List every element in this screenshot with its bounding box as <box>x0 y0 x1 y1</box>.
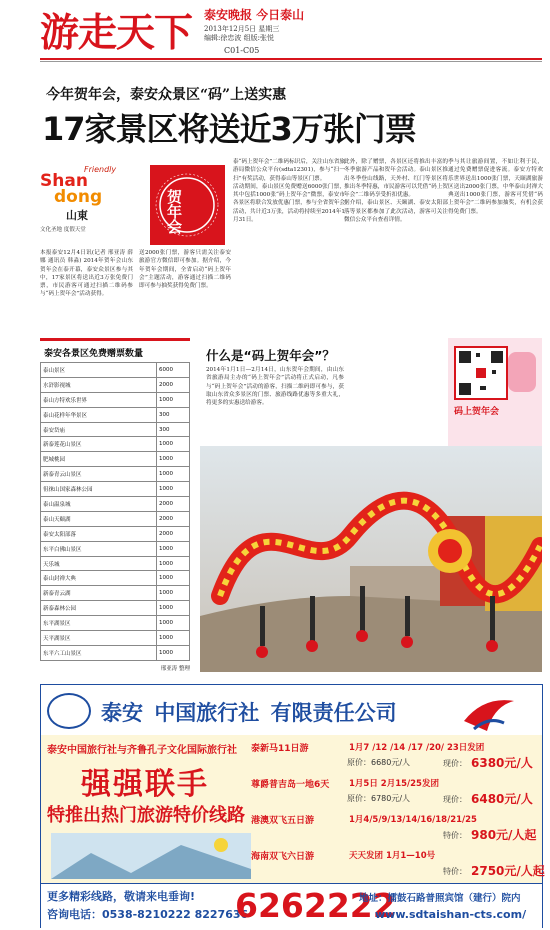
route-name: 泰新马11日游 <box>251 744 309 754</box>
qr-label: 码上贺年会 <box>454 407 500 417</box>
route-dates: 1月7 /12 /14 /17 /20/ 23日发团 <box>349 743 485 753</box>
table-row <box>41 407 190 422</box>
article-text: 泰“码上贺年会”二维码标识后，关注山东省旅游局微信公众平台(sdta12301)，参与“扫一扫”有奖活动，获得泰山等景区门票。 活动期间，泰山景区免费赠送6000张门票，其中包括1000张“码上贺年会”微票，泰安市各景区将联合发放优惠门票，参与全省贺年会活动，共计近3万张，活动将持续至2014年1月31日。 <box>233 159 345 224</box>
scenic-name: 泰山天颐湖 <box>41 511 157 526</box>
table-top-rule <box>40 338 190 341</box>
scenic-name: 新泰森林公园 <box>41 601 157 616</box>
mascot-icon <box>508 352 536 392</box>
scenic-name: 泰山方特欢乐世界 <box>41 392 157 407</box>
scenic-name: 新泰莲花山景区 <box>41 437 157 452</box>
route-now-price: 2750元/人起 <box>471 864 545 878</box>
ticket-count: 1000 <box>157 616 190 631</box>
route-dates: 1月5日 2月15/25发团 <box>349 779 439 789</box>
ticket-count: 1000 <box>157 556 190 571</box>
route-dates: 天天发团 1月1—10号 <box>349 851 436 861</box>
date-block <box>204 25 279 43</box>
article-col-1 <box>40 249 133 333</box>
route-name: 尊爵普吉岛一地6天 <box>251 780 330 790</box>
table-row <box>41 645 190 660</box>
scenic-name: 天乐城 <box>41 556 157 571</box>
subheadline: 今年贺年会，泰安众景区“码”上送实惠 <box>46 87 287 103</box>
route-now-label: 现价： <box>443 795 467 804</box>
qa-text: 2014年1月1日—2月14日，山东贺年会期间，由山东省旅游局主办的“码上贺年会”活动将正式启动，凡参与“码上贺年会”活动的游客，扫描二维码即可参与，获取山东省众多景区的门票、旅游线路优惠等多重大礼，将更多的实惠送给游客。 <box>206 367 344 407</box>
ticket-count: 1000 <box>157 392 190 407</box>
table-row <box>41 363 190 378</box>
table-row <box>41 571 190 586</box>
ad-header <box>41 685 542 735</box>
table-row <box>41 482 190 497</box>
photo-illustration <box>200 446 542 672</box>
article-col-2 <box>139 249 231 333</box>
route-now-label: 特价： <box>443 867 467 876</box>
route-item <box>251 845 545 881</box>
table-row <box>41 586 190 601</box>
scenic-name: 泰安岱庙 <box>41 422 157 437</box>
dragon-dance-photo <box>200 446 542 672</box>
swallow-logo-icon <box>459 691 519 735</box>
cts-logo-icon <box>47 693 91 729</box>
ticket-count: 300 <box>157 422 190 437</box>
ticket-count: 1000 <box>157 541 190 556</box>
ad-slogan: 强强联手 <box>81 767 209 802</box>
ad-website[interactable]: www.sdtaishan-cts.com/ <box>375 908 527 921</box>
scenic-name: 泰山景区 <box>41 363 157 378</box>
scenic-name: 新泰青云湖 <box>41 586 157 601</box>
table-row <box>41 556 190 571</box>
table-row <box>41 377 190 392</box>
badge-text: 贺年会 <box>165 189 183 234</box>
ticket-count: 2000 <box>157 511 190 526</box>
footer-line-2: 咨询电话：0538-8210222 8227636 <box>47 908 249 921</box>
table-credit: 邢亚涛 整理 <box>160 665 190 672</box>
scenic-name: 东平六工山景区 <box>41 645 157 660</box>
ticket-count: 1000 <box>157 586 190 601</box>
scenic-name: 东平白佛山景区 <box>41 541 157 556</box>
ticket-count: 1000 <box>157 437 190 452</box>
table-row <box>41 422 190 437</box>
ad-footer <box>41 883 542 928</box>
route-item <box>251 737 541 773</box>
route-now-label: 特价： <box>443 831 467 840</box>
company-brand: 中国旅行社 <box>154 700 260 725</box>
table-title: 泰安各景区免费赠票数量 <box>44 349 144 359</box>
shandong-wordmark: Shan dong <box>40 171 103 207</box>
ticket-count: 1000 <box>157 601 190 616</box>
article-text: 此外，除了赠票，各景区还将推出丰富的冬季旅游产品和贺年会活动。泰山景区推出冬季登山线路，天外村、红门等景区将推出冬季特惠，市民游客可以凭借“码上贺年会”二维码享受折扣优惠。 据介绍，泰山景区、天颐湖、泰安太阳部落等景区都参加了此次活动，游客可关注微信公众平台查看详情。 <box>344 159 448 224</box>
paper-name: 泰安晚报 今日泰山 <box>204 8 305 22</box>
route-now-price: 6380元/人 <box>471 756 533 770</box>
ticket-count: 2000 <box>157 377 190 392</box>
editor-line: 编辑:徐忠波 组版:张悦 <box>204 34 274 42</box>
ticket-count: 1000 <box>157 482 190 497</box>
qa-text-1 <box>206 366 344 450</box>
ticket-count: 1000 <box>157 645 190 660</box>
shandong-cn: 山東 <box>66 209 88 222</box>
ticket-table <box>40 362 190 661</box>
ticket-count: 1000 <box>157 631 190 646</box>
route-item <box>251 773 541 809</box>
header-rule-thin <box>40 61 542 62</box>
ad-company <box>101 697 397 727</box>
route-orig-price: 原价：6680元/人 <box>347 758 411 767</box>
route-orig-price: 原价：6780元/人 <box>347 794 411 803</box>
free-ticket-table <box>40 338 200 672</box>
scenic-name: 泰山封禅大典 <box>41 571 157 586</box>
ticket-count: 1000 <box>157 452 190 467</box>
table-row <box>41 467 190 482</box>
table-row <box>41 526 190 541</box>
ticket-count: 1000 <box>157 571 190 586</box>
article-text: 本报泰安12月4日讯(记者 邢亚涛 薛娜 通讯员 韩淼) 2014年贺年会山东贺年会在泰开幕，泰安众景区参与其中，17家景区将送出近3万张免费门票，市民游客可通过扫描二维码参与“码上贺年会”活动获得。 <box>40 250 133 298</box>
route-dates: 1月4/5/9/13/14/16/18/21/25 <box>349 815 477 825</box>
table-row <box>41 541 190 556</box>
table-row <box>41 601 190 616</box>
scenic-name: 新泰青云山景区 <box>41 467 157 482</box>
headline: 17家景区将送近3万张门票 <box>42 110 416 148</box>
travel-agency-ad <box>40 684 543 928</box>
ad-slogan-2: 特推出热门旅游特价线路 <box>47 805 245 826</box>
header-rule <box>40 58 542 60</box>
footer-line-1: 更多精彩线路，敬请来电垂询! <box>47 890 196 903</box>
article-text: 季与其让旅游间置，不如让利于民，通过免费赠票促进客流。泰安方特欢乐世界送出1000张门票，天颐湖旅游区送出2000张门票，中华泰山封禅大典送出1000张门票，游客可凭借“码上贺年会”二维码参加抽奖，有机会获得免费门票。 <box>448 159 543 215</box>
badge-pattern-icon <box>150 165 225 245</box>
scenic-name: 肥城桃园 <box>41 452 157 467</box>
date-line: 2013年12月5日 星期三 <box>204 25 280 33</box>
route-list <box>251 737 545 881</box>
ticket-count: 2000 <box>157 526 190 541</box>
company-suffix: 有限责任公司 <box>270 701 397 725</box>
route-name: 海南双飞六日游 <box>251 852 315 862</box>
ticket-count: 2000 <box>157 497 190 512</box>
company-prefix: 泰安 <box>101 701 143 725</box>
scenic-name: 徂徕山国家森林公园 <box>41 482 157 497</box>
article-text: 送2000张门票，游客只需关注泰安旅游官方微信即可参加。据介绍，今年贺年会期间，全省启动“码上贺年会”主题活动，游客通过扫描二维码即可参与抽奖获得免费门票。 <box>139 250 231 290</box>
ticket-count: 6000 <box>157 363 190 378</box>
scenic-name: 泰山花样年华景区 <box>41 407 157 422</box>
route-now-label: 现价： <box>443 759 467 768</box>
phone-big: 6262222 <box>235 886 396 925</box>
ad-address: 地址：擂鼓石路普照宾馆（建行）院内 <box>359 893 521 904</box>
ticket-count: 1000 <box>157 467 190 482</box>
table-row <box>41 511 190 526</box>
ad-subtitle: 泰安中国旅行社与齐鲁孔子文化国际旅行社 <box>47 745 237 756</box>
route-name: 港澳双飞五日游 <box>251 816 315 826</box>
table-row <box>41 616 190 631</box>
ticket-count: 300 <box>157 407 190 422</box>
scenic-name: 水浒影视城 <box>41 377 157 392</box>
friendly-text: Friendly <box>84 165 117 174</box>
logo-slogan: 文化圣地 度假天堂 <box>40 227 86 233</box>
route-now-price: 980元/人起 <box>471 828 537 842</box>
section-title: 游走天下 <box>40 11 193 56</box>
shandong-logo <box>40 165 132 235</box>
article-col-5 <box>448 158 543 334</box>
henianhui-badge <box>150 165 225 245</box>
table-row <box>41 392 190 407</box>
scenic-name: 泰安太阳部落 <box>41 526 157 541</box>
route-now-price: 6480元/人 <box>471 792 533 806</box>
table-row <box>41 631 190 646</box>
article-col-4 <box>344 158 448 334</box>
table-row <box>41 437 190 452</box>
scenic-name: 东平湖景区 <box>41 616 157 631</box>
route-item <box>251 809 541 845</box>
ad-photo-strip <box>51 833 251 879</box>
scenic-name: 天平湖景区 <box>41 631 157 646</box>
table-row <box>41 497 190 512</box>
table-row <box>41 452 190 467</box>
qr-code-icon[interactable] <box>454 346 508 400</box>
qr-panel <box>448 338 542 446</box>
page-range: C01-C05 <box>224 46 260 55</box>
scenic-name: 泰山温泉城 <box>41 497 157 512</box>
article-col-3 <box>233 158 345 334</box>
qa-heading-1: 什么是“码上贺年会”？ <box>206 348 335 363</box>
